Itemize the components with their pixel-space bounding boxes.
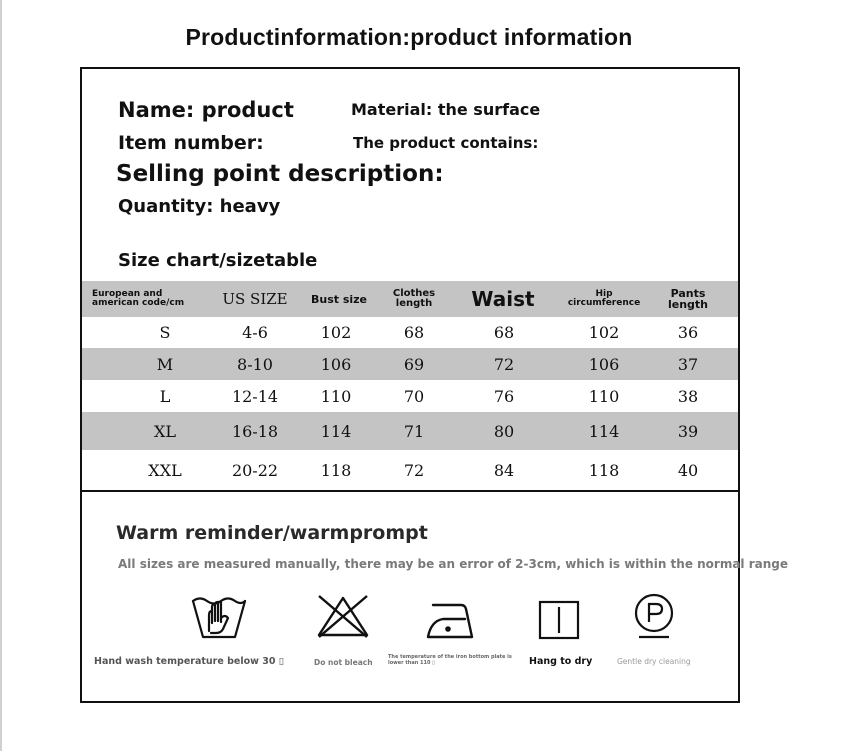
table-cell: 102	[588, 323, 620, 342]
table-cell: 84	[493, 460, 515, 480]
table-cell: 72	[403, 460, 425, 480]
table-cell: 110	[588, 386, 620, 406]
table-cell: 37	[677, 354, 699, 374]
table-cell: 4-6	[242, 323, 268, 342]
table-cell: XL	[153, 421, 176, 441]
product-info-card	[80, 67, 789, 703]
table-divider	[82, 490, 738, 492]
table-cell: 114	[320, 421, 352, 441]
col-header-waist: Waist	[471, 287, 535, 311]
care-label-dry-clean: Gentle dry cleaning	[617, 657, 691, 666]
table-row	[82, 412, 738, 450]
table-cell: 71	[403, 421, 425, 441]
table-cell: 68	[493, 323, 515, 342]
table-cell: 102	[320, 323, 352, 342]
table-cell: 76	[493, 386, 515, 406]
table-cell: 20-22	[231, 460, 279, 480]
table-row	[82, 348, 738, 380]
col-header-bust: Bust size	[310, 292, 368, 306]
table-cell: XXL	[148, 460, 182, 480]
col-header-hip: Hip circumference	[567, 289, 641, 308]
care-label-no-bleach: Do not bleach	[314, 658, 373, 667]
care-label-hang-dry: Hang to dry	[529, 656, 593, 667]
table-cell: 80	[493, 421, 515, 441]
hand-wash-icon	[190, 593, 248, 641]
col-header-pants-length: Pants length	[667, 287, 709, 311]
size-table	[82, 281, 738, 490]
hang-dry-icon	[537, 599, 581, 641]
product-material: Material: the surface	[351, 100, 541, 119]
table-cell: 68	[403, 323, 425, 342]
do-not-bleach-icon	[315, 593, 371, 641]
table-cell: 118	[588, 460, 620, 480]
table-cell: 38	[677, 386, 699, 406]
table-cell: 8-10	[237, 354, 273, 374]
quantity: Quantity: heavy	[118, 196, 281, 217]
selling-point: Selling point description:	[116, 161, 444, 187]
table-cell: 16-18	[231, 421, 279, 441]
measurement-note: All sizes are measured manually, there may be an error of 2-3cm, which is within the normal range	[118, 557, 789, 571]
col-header-eu-code: European and american code/cm	[92, 289, 185, 308]
table-cell: S	[159, 323, 171, 342]
iron-icon	[425, 599, 475, 641]
table-row	[82, 450, 738, 490]
table-cell: 69	[403, 354, 425, 374]
dry-clean-icon	[632, 593, 676, 639]
care-label-hand-wash: Hand wash temperature below 30 ▯	[94, 656, 284, 667]
item-number: Item number:	[118, 132, 264, 154]
col-header-us-size: US SIZE	[222, 289, 288, 308]
table-cell: 72	[493, 354, 515, 374]
table-cell: 36	[677, 323, 699, 342]
table-cell: 106	[588, 354, 620, 374]
table-cell: 40	[677, 460, 699, 480]
table-cell: 118	[320, 460, 352, 480]
table-row	[82, 380, 738, 412]
care-label-iron: The temperature of the iron bottom plate is lower than 110 ▯	[388, 654, 512, 666]
table-cell: 106	[320, 354, 352, 374]
table-cell: 114	[588, 421, 620, 441]
warm-reminder-title: Warm reminder/warmprompt	[116, 522, 428, 544]
table-row	[82, 317, 738, 348]
size-table-header	[82, 281, 738, 317]
table-cell: 110	[320, 386, 352, 406]
table-cell: M	[156, 354, 174, 374]
table-cell: 70	[403, 386, 425, 406]
size-chart-title: Size chart/sizetable	[118, 250, 318, 271]
table-cell: 39	[677, 421, 699, 441]
table-cell: L	[159, 386, 171, 406]
page-title: Productinformation:product information	[185, 24, 633, 50]
page-edge-line	[0, 0, 2, 751]
product-name: Name: product	[118, 98, 294, 122]
table-cell: 12-14	[231, 386, 279, 406]
col-header-clothes-length: Clothes length	[392, 288, 436, 309]
product-contains: The product contains:	[353, 134, 539, 152]
